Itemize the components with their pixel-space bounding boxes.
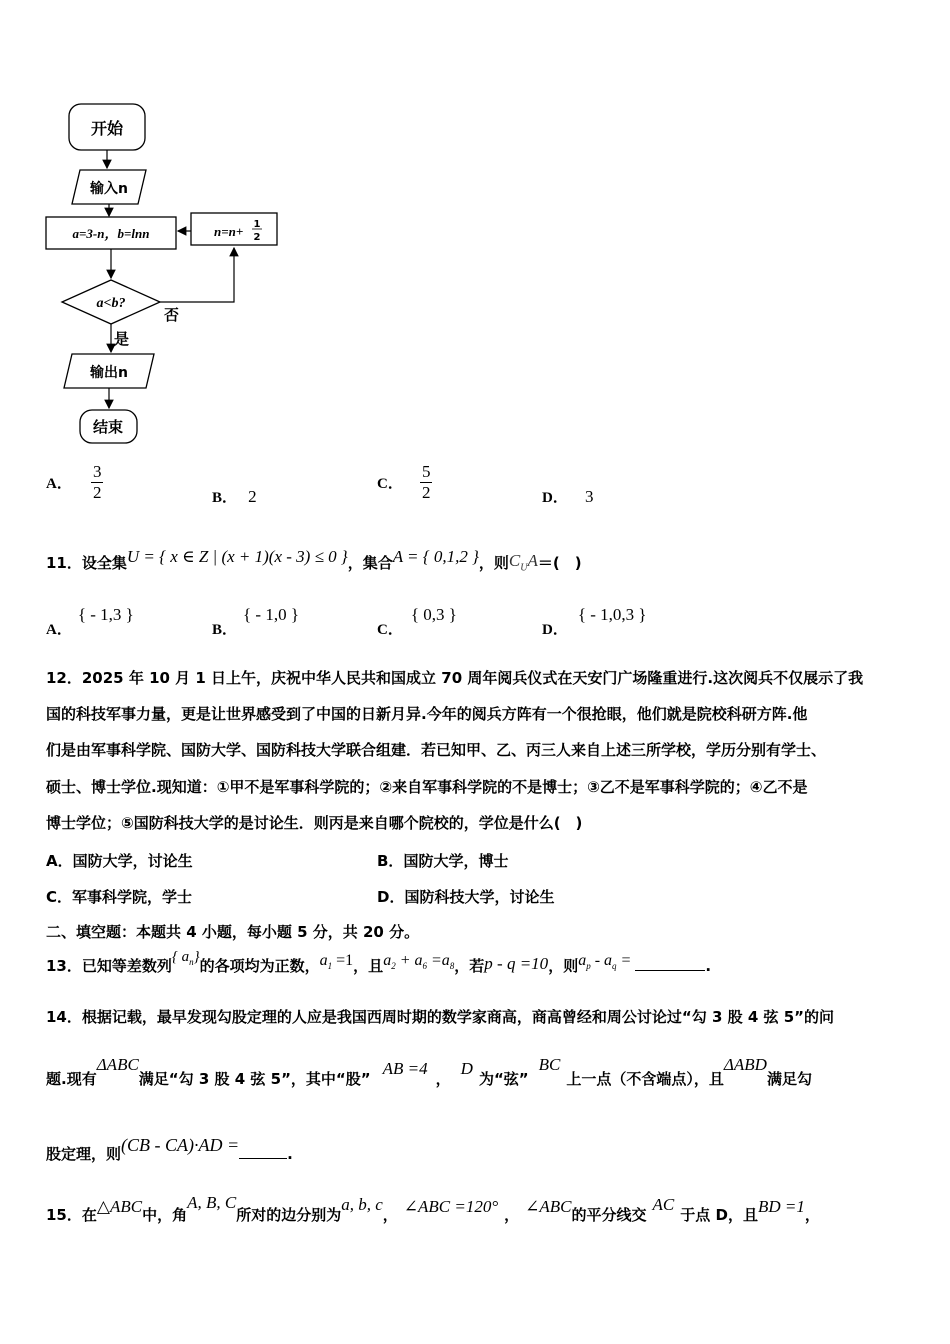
q13-answer-blank[interactable]	[635, 956, 705, 971]
q11-option-c	[377, 604, 457, 638]
q11-option-c-value: { 0,3 }	[410, 605, 457, 624]
q13-ap-sub: p	[586, 961, 591, 972]
q14-point-d: D	[460, 1059, 473, 1078]
flow-no-label: 否	[164, 306, 180, 324]
q11-option-a-value: { - 1,3 }	[77, 605, 134, 624]
q12-option-b	[377, 850, 508, 871]
q10-option-b	[212, 486, 257, 507]
q14-bc: BC	[538, 1055, 561, 1074]
q11-option-a-letter: A．	[46, 622, 72, 638]
q11-text-4: ＝( )	[537, 554, 582, 572]
q12-option-a-text: 国防大学，讨论生	[72, 852, 193, 870]
flow-start-label: 开始	[90, 119, 124, 138]
q12-line-4: 硕士、博士学位.现知道：①甲不是军事科学院的；②来自军事科学院的不是博士；③乙不是军事科学院的；④乙不是	[46, 778, 808, 796]
q12-line-5: 博士学位；⑤国防科技大学的是讨论生．则丙是来自哪个院校的，学位是什么( )	[46, 814, 583, 832]
q13-text-3: ，且	[353, 957, 384, 975]
q13-aq-sub: q	[612, 961, 617, 972]
q13-sequence	[172, 949, 200, 965]
q11-set-a: A = { 0,1,2 }	[392, 547, 479, 566]
q11-complement	[508, 551, 538, 574]
q13-sum-sub-6: 6	[422, 961, 427, 972]
q13-seq-a: { a	[171, 949, 190, 965]
q12-option-c	[46, 886, 192, 907]
q11-number: 11．	[46, 554, 82, 572]
q10-option-a-fraction	[91, 462, 104, 503]
q13-a1-a: a	[319, 952, 328, 969]
q11-text-1: 设全集	[81, 554, 127, 572]
q10-option-c-den: 2	[421, 483, 431, 502]
q10-option-c	[377, 462, 432, 503]
q13-pq: p - q =10	[484, 954, 549, 973]
q13-a1-sub: 1	[327, 961, 333, 972]
flow-update-den: 2	[253, 232, 261, 243]
q11-complement-a: A	[527, 551, 538, 570]
q10-option-b-letter: B．	[212, 490, 238, 506]
q15-text-2: 中，角	[142, 1206, 188, 1224]
q13-sum-sub-2: 2	[391, 961, 396, 972]
q12-option-b-letter: B．	[377, 852, 404, 870]
q15-sides: a, b, c	[341, 1195, 383, 1214]
q10-option-a-den: 2	[92, 483, 102, 502]
q15-text-7: 于点 D，且	[680, 1206, 758, 1224]
q11-option-b	[212, 604, 299, 638]
q12-option-d-text: 国防科技大学，讨论生	[404, 888, 555, 906]
q13-sum-sub-8: 8	[449, 961, 455, 972]
q15-triangle: △ABC	[96, 1197, 143, 1216]
q14-text-8: .	[287, 1145, 293, 1163]
q10-option-a-num: 3	[92, 462, 102, 481]
q11-complement-c: C	[508, 551, 521, 570]
q13-text-1: 13．已知等差数列	[46, 957, 172, 975]
q11-option-b-letter: B．	[212, 622, 238, 638]
flow-decision-label: a<b?	[96, 296, 126, 311]
q13-sum: $a_2 + a_6 =a_8$	[383, 952, 455, 972]
q10-option-a-letter: A．	[46, 476, 72, 492]
q11-text-2: ，集合	[347, 554, 393, 572]
q11-stem	[46, 547, 916, 575]
flow-input-label: 输入n	[90, 181, 128, 197]
q14-expression: (CB - CA)·AD =	[121, 1135, 240, 1155]
q11-text-3: ，则	[478, 554, 509, 572]
q10-option-c-fraction	[420, 462, 433, 503]
flowchart	[0, 0, 300, 460]
q14-text-2: 满足“勾 3 股 4 弦 5”，其中“股”	[138, 1070, 371, 1088]
q14-text-5: 上一点（不含端点），且	[566, 1070, 724, 1088]
q15-ac: AC	[652, 1195, 675, 1214]
q12-option-d	[377, 886, 554, 907]
flow-update-num: 1	[253, 219, 261, 230]
q13-text-5: ，则	[548, 957, 579, 975]
q14-triangle-abd: ΔABD	[723, 1055, 767, 1074]
flow-output-label: 输出n	[90, 365, 128, 381]
q15-text-5: ，	[504, 1206, 520, 1224]
q10-option-d-letter: D．	[542, 490, 568, 506]
q13-seq-sub: n	[189, 957, 194, 967]
q11-option-c-letter: C．	[377, 622, 403, 638]
q13-text-4: ，若	[454, 957, 485, 975]
q12-line-3: 们是由军事科学院、国防大学、国防科技大学联合组建．若已知甲、乙、丙三人来自上述三所学校，学历分别有学士、	[46, 741, 827, 759]
q13-a1	[319, 952, 354, 972]
q13-seq-close: }	[193, 949, 200, 965]
q15-angles: A, B, C	[187, 1193, 237, 1212]
q11-option-a	[46, 604, 134, 638]
q11-option-d-letter: D．	[542, 622, 568, 638]
q11-option-d	[542, 604, 647, 638]
q13-text-6: .	[705, 957, 712, 975]
q15-text-8: ，	[804, 1206, 820, 1224]
q11-set-u: U = { x ∈ Z | (x + 1)(x - 3) ≤ 0 }	[126, 547, 348, 566]
q15-angle-abc: ∠ABC =120°	[403, 1197, 499, 1216]
q14-answer-blank[interactable]	[239, 1144, 287, 1159]
section-2-heading: 二、填空题：本题共 4 小题，每小题 5 分，共 20 分。	[46, 923, 420, 941]
q10-option-c-num: 5	[421, 462, 431, 481]
q11-complement-sub: U	[520, 562, 528, 574]
flow-update-label: n=n+	[214, 224, 244, 239]
q15-bd: BD =1	[757, 1197, 805, 1216]
q13-ap-aq: $a_p - a_q$ =	[578, 952, 632, 972]
q15-text-6: 的平分线交	[571, 1206, 647, 1224]
q12-line-2: 国的科技军事力量，更是让世界感受到了中国的日新月异.今年的阅兵方阵有一个很抢眼，他们就是院校科研方阵.他	[46, 705, 808, 723]
flow-assign-label: a=3-n，b=lnn	[72, 226, 150, 241]
q10-option-b-value: 2	[248, 487, 257, 506]
q12-line-1: 12．2025 年 10 月 1 日上午，庆祝中华人民共和国成立 70 周年阅兵仪式在天安门广场隆重进行.这次阅兵不仅展示了我	[46, 669, 864, 687]
q14-text-4: 为“弦”	[478, 1070, 529, 1088]
q10-option-a	[46, 462, 103, 503]
q15-stem	[46, 1193, 916, 1225]
q11-option-b-value: { - 1,0 }	[243, 605, 299, 624]
flow-yes-label: 是	[114, 330, 130, 348]
q15-text-4: ，	[382, 1206, 398, 1224]
q10-option-c-letter: C．	[377, 476, 403, 492]
q14-triangle-abc: ΔABC	[96, 1055, 139, 1074]
q12-option-b-text: 国防大学，博士	[403, 852, 509, 870]
q14-text-6: 满足勾	[766, 1070, 812, 1088]
q12-option-a	[46, 850, 193, 871]
q12-option-d-letter: D．	[377, 888, 405, 906]
q14-text-1: 题.现有	[46, 1070, 97, 1088]
q10-option-d-value: 3	[584, 487, 594, 506]
q14-line-3	[46, 1135, 916, 1164]
flow-end-label: 结束	[92, 418, 124, 436]
q12-option-a-letter: A．	[46, 852, 73, 870]
q13-a1-rest: =1	[332, 952, 354, 969]
q14-text-7: 股定理，则	[46, 1145, 122, 1163]
q15-angle-abc-2: ∠ABC	[525, 1197, 572, 1216]
q14-line-1: 14．根据记载，最早发现勾股定理的人应是我国西周时期的数学家商高，商高曾经和周公讨论过“勾 3 股 4 弦 5”的问	[46, 1008, 835, 1026]
q12-option-c-text: 军事科学院，学士	[72, 888, 193, 906]
q13-stem	[46, 949, 916, 977]
q13-text-2: 的各项均为正数，	[199, 957, 320, 975]
q14-text-3: ，	[435, 1070, 451, 1088]
q15-text-3: 所对的边分别为	[236, 1206, 342, 1224]
q14-ab: AB =4	[382, 1059, 428, 1078]
q15-text-1: 15．在	[46, 1206, 97, 1224]
q11-option-d-value: { - 1,0,3 }	[577, 605, 647, 624]
q10-option-d	[542, 486, 593, 507]
q14-line-2	[46, 1055, 916, 1089]
q12-option-c-letter: C．	[46, 888, 73, 906]
